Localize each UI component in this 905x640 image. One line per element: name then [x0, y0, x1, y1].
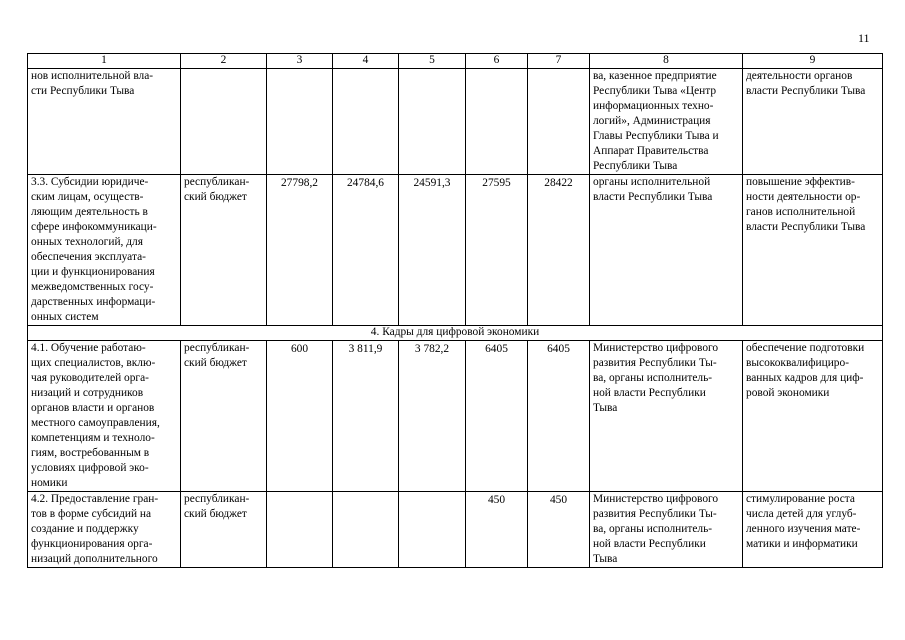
- value-cell: [267, 69, 333, 175]
- section-title: 4. Кадры для цифровой экономики: [28, 326, 883, 341]
- program-table: [27, 53, 883, 568]
- value-cell: 24591,3: [399, 175, 466, 326]
- value-cell: [399, 69, 466, 175]
- measure-cell: 3.3. Субсидии юридиче- ским лицам, осуществ- ляющим деятельность в сфере инфокоммуникаци- онных технологий, для обеспечения эксплуата- ции и функционирования межведомственных госу- дарственных информаци- онных систем: [28, 175, 181, 326]
- value-cell: 450: [466, 492, 528, 568]
- value-cell: 3 782,2: [399, 341, 466, 492]
- page-number: 11: [858, 31, 870, 45]
- column-number: 2: [181, 54, 267, 69]
- measure-cell: нов исполнительной вла- сти Республики Тыва: [28, 69, 181, 175]
- measure-cell: 4.1. Обучение работаю- щих специалистов, вклю- чая руководителей орга- низаций и сотрудников органов власти и органов местного самоуправления, компетенциям и техноло- гиям, востребованным в условиях цифровой эко- номики: [28, 341, 181, 492]
- column-number: 9: [743, 54, 883, 69]
- column-number: 5: [399, 54, 466, 69]
- column-number: 8: [590, 54, 743, 69]
- funding-source-cell: республикан- ский бюджет: [181, 341, 267, 492]
- value-cell: [333, 492, 399, 568]
- result-cell: деятельности органов власти Республики Тыва: [743, 69, 883, 175]
- column-number: 4: [333, 54, 399, 69]
- value-cell: 28422: [528, 175, 590, 326]
- value-cell: 27798,2: [267, 175, 333, 326]
- column-number: 7: [528, 54, 590, 69]
- funding-source-cell: республикан- ский бюджет: [181, 175, 267, 326]
- value-cell: 24784,6: [333, 175, 399, 326]
- column-number: 1: [28, 54, 181, 69]
- value-cell: 3 811,9: [333, 341, 399, 492]
- column-number: 6: [466, 54, 528, 69]
- table-row: [28, 492, 883, 568]
- result-cell: обеспечение подготовки высококвалифициро- ванных кадров для циф- ровой экономики: [743, 341, 883, 492]
- result-cell: повышение эффектив- ности деятельности ор- ганов исполнительной власти Республики Тыва: [743, 175, 883, 326]
- column-number-row: [28, 54, 883, 69]
- value-cell: 450: [528, 492, 590, 568]
- responsible-cell: органы исполнительной власти Республики Тыва: [590, 175, 743, 326]
- responsible-cell: Министерство цифрового развития Республики Ты- ва, органы исполнитель- ной власти Республики Тыва: [590, 341, 743, 492]
- funding-source-cell: республикан- ский бюджет: [181, 492, 267, 568]
- table-row: [28, 341, 883, 492]
- value-cell: 6405: [466, 341, 528, 492]
- table-row: [28, 69, 883, 175]
- column-number: 3: [267, 54, 333, 69]
- table-row: [28, 175, 883, 326]
- value-cell: [267, 492, 333, 568]
- responsible-cell: Министерство цифрового развития Республики Ты- ва, органы исполнитель- ной власти Республики Тыва: [590, 492, 743, 568]
- value-cell: [399, 492, 466, 568]
- section-row: [28, 326, 883, 341]
- value-cell: 600: [267, 341, 333, 492]
- value-cell: [333, 69, 399, 175]
- responsible-cell: ва, казенное предприятие Республики Тыва «Центр информационных техно- логий», Администрация Главы Республики Тыва и Аппарат Правительства Республики Тыва: [590, 69, 743, 175]
- value-cell: [466, 69, 528, 175]
- result-cell: стимулирование роста числа детей для углуб- ленного изучения мате- матики и информатики: [743, 492, 883, 568]
- value-cell: [528, 69, 590, 175]
- measure-cell: 4.2. Предоставление гран- тов в форме субсидий на создание и поддержку функционирования орга- низаций дополнительного: [28, 492, 181, 568]
- value-cell: 6405: [528, 341, 590, 492]
- funding-source-cell: [181, 69, 267, 175]
- value-cell: 27595: [466, 175, 528, 326]
